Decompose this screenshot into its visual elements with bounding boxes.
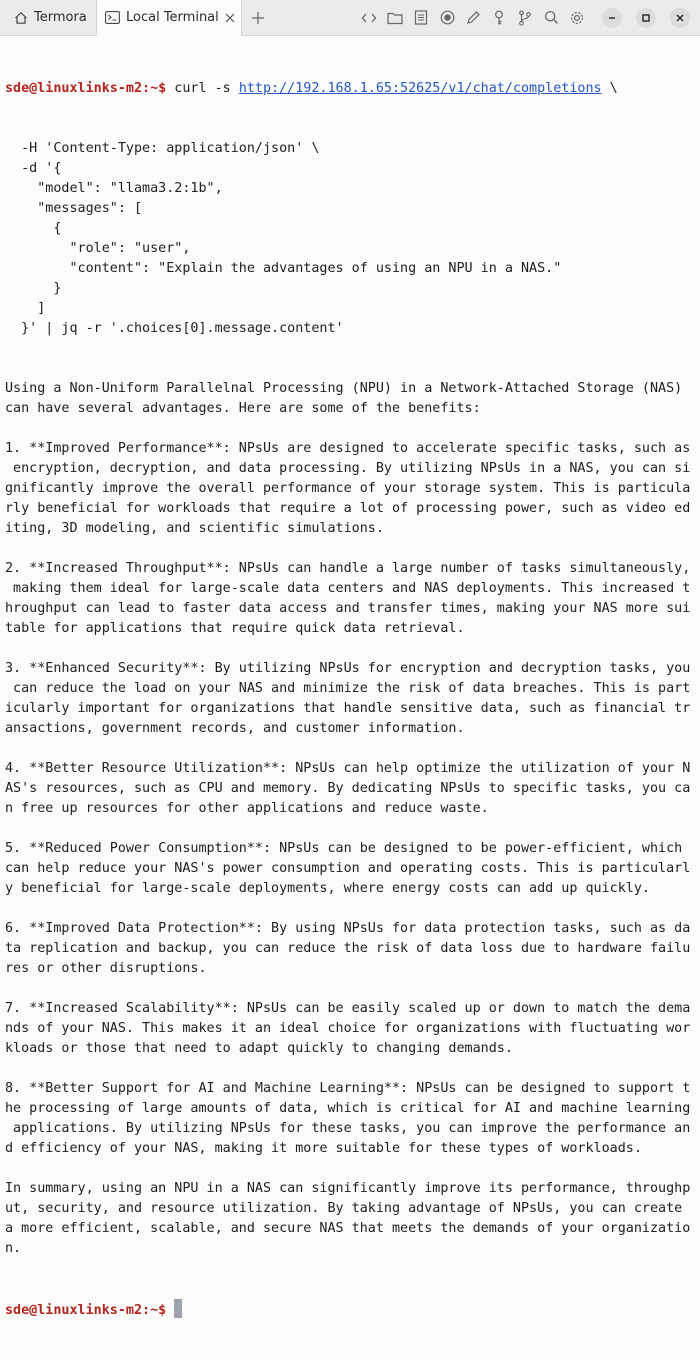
tab-local-terminal[interactable] [97, 0, 242, 36]
output-line: res or other disruptions. [5, 961, 207, 976]
output-line: ut, security, and resource utilization. By taking advantage of NPsUs, you can create [5, 1201, 683, 1216]
plus-icon [251, 11, 265, 25]
final-prompt-line [5, 1299, 700, 1319]
output-line: 3. **Enhanced Security**: By utilizing NPsUs for encryption and decryption tasks, you [5, 661, 691, 676]
maximize-button[interactable] [630, 0, 662, 36]
command-line-continuation: }' | jq -r '.choices[0].message.content' [5, 321, 344, 336]
output-line: y beneficial for large-scale deployments, where energy costs can add up quickly. [5, 881, 650, 896]
prompt: sde@linuxlinks-m2:~$ [5, 81, 167, 96]
command-line [5, 79, 700, 99]
close-icon[interactable] [225, 13, 235, 23]
output-line: ansactions, government records, and customer information. [5, 721, 465, 736]
tab-label: Local Terminal [126, 10, 219, 25]
output-line: icularly important for organizations that handle sensitive data, such as financial tr [5, 701, 691, 716]
close-window-button[interactable] [664, 0, 696, 36]
folder-icon[interactable] [382, 0, 408, 36]
output-line: n free up resources for other applications and reduce waste. [5, 801, 489, 816]
output-line [5, 1059, 700, 1079]
output-line: table for applications that require quick data retrieval. [5, 621, 465, 636]
window-controls [596, 0, 696, 36]
output-line: making them ideal for large-scale data centers and NAS deployments. This increased t [5, 581, 691, 596]
output-line: a more efficient, scalable, and secure NAS that meets the demands of your organizatio [5, 1221, 691, 1236]
command-continuation [5, 139, 700, 339]
document-icon[interactable] [408, 0, 434, 36]
output-line: 6. **Improved Data Protection**: By using NPsUs for data protection tasks, such as da [5, 921, 691, 936]
output-line: can reduce the load on your NAS and minimize the risk of data breaches. This is part [5, 681, 691, 696]
output-line: Using a Non-Uniform Parallelnal Processing (NPU) in a Network-Attached Storage (NAS) [5, 381, 683, 396]
output-line: iting, 3D modeling, and scientific simulations. [5, 521, 384, 536]
output-line: n. [5, 1241, 22, 1256]
gear-icon[interactable] [564, 0, 590, 36]
output-line: AS's resources, such as CPU and memory. By dedicating NPsUs to specific tasks, you ca [5, 781, 691, 796]
command-text: \ [601, 81, 618, 96]
response-text [5, 379, 700, 1259]
output-line: he processing of large amounts of data, which is critical for AI and machine learning [5, 1101, 691, 1116]
prompt: sde@linuxlinks-m2:~$ [5, 1303, 167, 1318]
output-line [5, 539, 700, 559]
toolbar [356, 0, 590, 36]
tab-label: Termora [34, 10, 87, 25]
command-line-continuation: "content": "Explain the advantages of using an NPU in a NAS." [5, 261, 562, 276]
output-line: can have several advantages. Here are some of the benefits: [5, 401, 481, 416]
minimize-button[interactable] [596, 0, 628, 36]
output-line [5, 899, 700, 919]
close-window-icon [670, 8, 690, 28]
command-line-continuation: { [5, 221, 62, 236]
url-link[interactable]: http://192.168.1.65:52625/v1/chat/completions [238, 81, 602, 96]
command-line-continuation: "model": "llama3.2:1b", [5, 181, 223, 196]
output-line [5, 979, 700, 999]
new-tab-button[interactable] [242, 0, 274, 36]
output-line: 4. **Better Resource Utilization**: NPsUs can help optimize the utilization of your N [5, 761, 691, 776]
output-line: 1. **Improved Performance**: NPsUs are designed to accelerate specific tasks, such as [5, 441, 691, 456]
command-line-continuation: -d '{ [5, 161, 62, 176]
output-line [5, 1159, 700, 1179]
output-line [5, 419, 700, 439]
output-line: 8. **Better Support for AI and Machine Learning**: NPsUs can be designed to support t [5, 1081, 691, 1096]
output-line: 5. **Reduced Power Consumption**: NPsUs can be designed to be power-efficient, which [5, 841, 683, 856]
command-line-continuation: ] [5, 301, 46, 316]
output-line: 2. **Increased Throughput**: NPsUs can handle a large number of tasks simultaneously, [5, 561, 691, 576]
key-icon[interactable] [486, 0, 512, 36]
minimize-icon [602, 8, 622, 28]
output-line: rly beneficial for workloads that require a lot of processing power, such as video ed [5, 501, 691, 516]
pencil-icon[interactable] [460, 0, 486, 36]
command-text: curl -s [166, 81, 239, 96]
output-line: hroughput can lead to faster data access and transfer times, making your NAS more sui [5, 601, 691, 616]
search-icon[interactable] [538, 0, 564, 36]
output-line: can help reduce your NAS's power consumption and operating costs. This is particularl [5, 861, 691, 876]
record-icon[interactable] [434, 0, 460, 36]
command-line-continuation: } [5, 281, 62, 296]
code-icon[interactable] [356, 0, 382, 36]
output-line: In summary, using an NPU in a NAS can significantly improve its performance, throughp [5, 1181, 691, 1196]
output-line: gnificantly improve the overall performance of your storage system. This is particula [5, 481, 691, 496]
maximize-icon [636, 8, 656, 28]
output-line: kloads or those that need to adapt quickly to changing demands. [5, 1041, 513, 1056]
output-line [5, 739, 700, 759]
output-line: nds of your NAS. This makes it an ideal choice for organizations with fluctuating wor [5, 1021, 691, 1036]
title-bar [0, 0, 700, 36]
output-line: ta replication and backup, you can reduce the risk of data loss due to hardware failu [5, 941, 691, 956]
command-line-continuation: "role": "user", [5, 241, 191, 256]
output-line: applications. By utilizing NPsUs for these tasks, you can improve the performance an [5, 1121, 691, 1136]
tab-termora[interactable] [0, 0, 97, 36]
home-icon [14, 11, 28, 25]
git-branch-icon[interactable] [512, 0, 538, 36]
command-line-continuation: -H 'Content-Type: application/json' \ [5, 141, 320, 156]
output-line [5, 639, 700, 659]
output-line: encryption, decryption, and data processing. By utilizing NPsUs in a NAS, you can si [5, 461, 691, 476]
cursor [174, 1299, 182, 1318]
terminal-icon [105, 11, 120, 24]
command-line-continuation: "messages": [ [5, 201, 143, 216]
terminal-output[interactable] [5, 39, 700, 1359]
output-line: d efficiency of your NAS, making it more suitable for these types of workloads. [5, 1141, 642, 1156]
output-line [5, 819, 700, 839]
output-line: 7. **Increased Scalability**: NPsUs can be easily scaled up or down to match the dema [5, 1001, 691, 1016]
